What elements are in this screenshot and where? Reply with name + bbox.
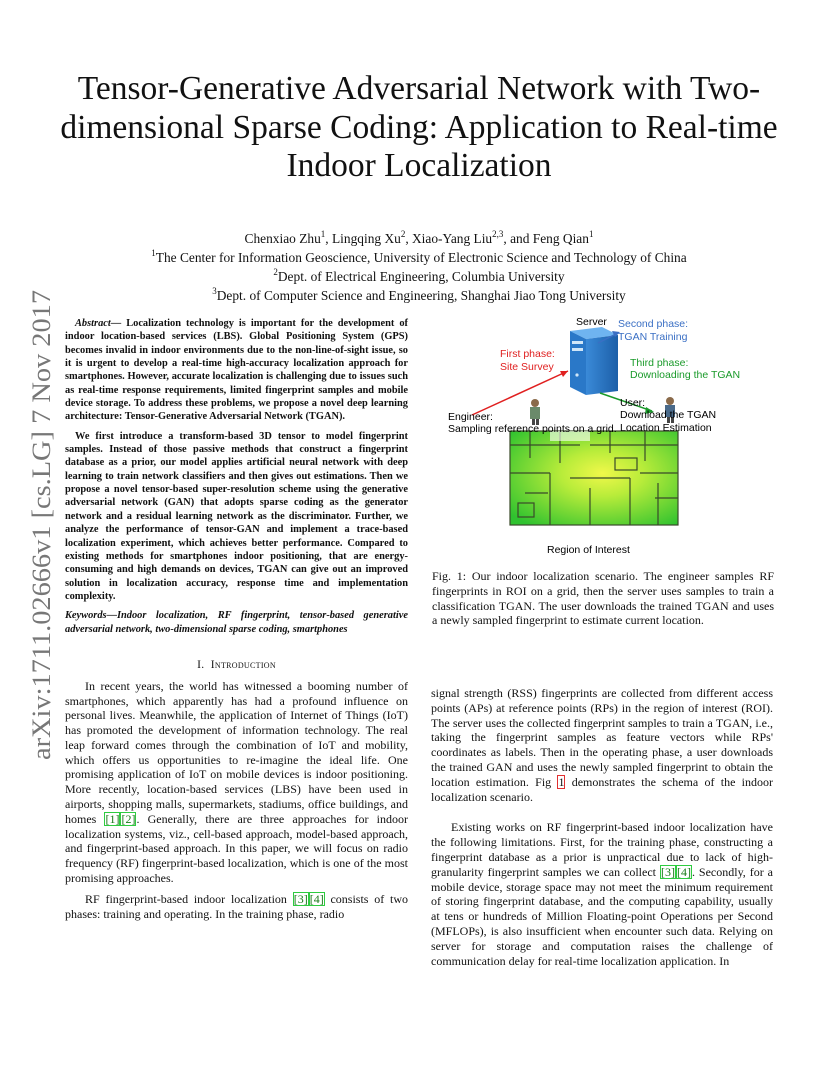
- body-text: RF fingerprint-based indoor localization: [85, 891, 293, 906]
- author-name: Lingqing Xu: [332, 231, 401, 246]
- site-survey-label: Site Survey: [500, 361, 554, 373]
- location-estimation-label: Location Estimation: [620, 422, 712, 434]
- citation-link[interactable]: [2]: [121, 811, 136, 826]
- paper-title: Tensor-Generative Adversarial Network with Two-dimensional Sparse Coding: Application to Real-time Indoor Localization: [60, 70, 778, 184]
- server-label: Server: [576, 316, 607, 328]
- arxiv-stamp-text: arXiv:1711.02666v1 [cs.LG] 7 Nov 2017: [26, 320, 56, 760]
- heatmap-floorplan: [510, 431, 678, 525]
- citation-link[interactable]: [4]: [309, 891, 324, 906]
- left-column: [65, 317, 408, 927]
- abstract-lead: Abstract: [75, 318, 111, 329]
- tgan-training-label: TGAN Training: [618, 331, 688, 343]
- author-sup: 2,3: [492, 228, 504, 239]
- engineer-label: Engineer:: [448, 411, 493, 423]
- body-text: . Generally, there are three approaches for indoor localization systems, viz., cell-based approach, model-based approach, and fingerprint-based approach. In this paper, we will focus on radio frequency (RF) fingerprint-based localization, which is one of the most promising approaches.: [65, 811, 408, 886]
- citation-link[interactable]: [1]: [105, 811, 120, 826]
- section-number: I.: [197, 658, 205, 671]
- keywords: Keywords—Indoor localization, RF fingerprint, tensor-based generative adversarial network, two-dimensional sparse coding, smartphones: [65, 610, 408, 635]
- body-text: In recent years, the world has witnessed a booming number of smartphones, which apparently has had a profound influence on personal lives. Meanwhile, the application of Internet of Things (IoT) has promoted the development of information technology. The real leap forward comes through the combination of IoT and mobility, which offers us opportunities to re-imagine the ideal life. One promising application of IoT on mobile devices is indoor positioning. More recently, location-based services (LBS) have been used in airports, shopping malls, supermarkets, stadiums, office buildings, and homes: [65, 678, 408, 826]
- body-text: Existing works on RF fingerprint-based indoor localization have the following limitations. First, for the training phase, constructing a fingerprint database as a prior is unpractical due to lack of high-granularity fingerprint samples we can collect: [431, 820, 773, 879]
- body-text: signal strength (RSS) fingerprints are collected from different access points (APs) at reference points (RPs) in the region of interest (ROI). The server uses the collected fingerprint samples to train a TGAN, i.e., taking the fingerprint samples as feature vectors while RPs' coordinates as labels. Then in the operating phase, a user downloads the trained GAN and uses the newly sampled fingerprint to obtain the location estimation. Fig: [431, 686, 773, 789]
- affiliation: [60, 248, 778, 267]
- affiliation-sup: 2: [273, 266, 278, 277]
- abstract-paragraph: [65, 430, 408, 603]
- author-name: Xiao-Yang Liu: [412, 231, 493, 246]
- engineer-icon: [530, 399, 540, 425]
- citation-link[interactable]: [3]: [660, 864, 675, 879]
- citation-link[interactable]: [3]: [293, 891, 308, 906]
- abstract-paragraph: Abstract— Localization technology is important for the development of indoor location-based services (LBS). Global Positioning System (GPS) becomes invalid in indoor environments due to the non-line-of-sight issue, so it is urgent to develop a real-time high-accuracy localization approach for smartphones. However, accurate localization is challenging due to issues such as real-time response requirements, limited fingerprint samples and mobile device storage. To address these problems, we propose a novel deep learning architecture: Tensor-Generative Adversarial Network (TGAN).: [65, 318, 408, 423]
- body-paragraph: [431, 820, 773, 968]
- affiliation-text: The Center for Information Geoscience, University of Electronic Science and Technology of China: [155, 250, 687, 265]
- citation-link[interactable]: [4]: [676, 864, 691, 879]
- affiliation-text: Dept. of Electrical Engineering, Columbia University: [277, 269, 565, 284]
- roi-label: Region of Interest: [547, 544, 630, 556]
- body-paragraph: [431, 686, 773, 804]
- affiliation: [60, 286, 778, 305]
- figure-caption: Fig. 1: Our indoor localization scenario. The engineer samples RF fingerprints in ROI on a grid, then the server uses samples to train a classification TGAN. The user downloads the trained TGAN and uses a newly sampled fingerprint to estimate current location.: [432, 569, 774, 628]
- second-phase-label: Second phase:: [618, 318, 689, 330]
- affiliation: [60, 267, 778, 286]
- body-text: . Secondly, for a mobile device, storage space may not meet the minimum requirement of storing fingerprint database, and the computing capability, usually at tens or hundreds of Million Floating-point Operations per Second (MFLOPs), is also insufficient when encounter such data. Relying on server for storage and computation raises the challenge of communication delay for real-time localization application. In: [431, 864, 774, 968]
- figure-link[interactable]: 1: [558, 774, 565, 789]
- downloading-label: Downloading the TGAN: [630, 369, 741, 381]
- author-sup: 2: [400, 228, 406, 239]
- author-sup: 1: [320, 228, 326, 239]
- section-heading: [65, 658, 408, 673]
- body-paragraph: [65, 892, 408, 922]
- first-phase-label: First phase:: [500, 348, 555, 360]
- affiliation-text: Dept. of Computer Science and Engineering, Shanghai Jiao Tong University: [216, 288, 626, 303]
- author-name: Chenxiao Zhu: [244, 231, 321, 246]
- arxiv-stamp: [6, 290, 66, 760]
- author-sup: 1: [588, 228, 594, 239]
- affiliation-sup: 3: [212, 285, 217, 296]
- body-text: consists of two phases: training and operating. In the training phase, radio: [65, 891, 409, 921]
- body-text: demonstrates the schema of the indoor localization scenario.: [431, 774, 773, 804]
- author-names: Chenxiao Zhu$^1$, Lingqing Xu$^2$, Xiao-Yang Liu$^{2,3}$, and Feng Qian$^1$: [244, 228, 594, 246]
- sampling-label: Sampling reference points on a grid.: [448, 423, 617, 435]
- affiliation-sup: 1: [151, 247, 156, 258]
- third-phase-label: Third phase:: [630, 357, 689, 369]
- body-paragraph: [65, 679, 408, 886]
- section-title: Introduction: [210, 658, 276, 671]
- abstract-text: We first introduce a transform-based 3D tensor to model fingerprint samples. Instead of those passive methods that construct a fingerprint database as a prior, our model applies artificial neural network with deep learning to train network classifiers and then gives out estimations. Then we propose a novel tensor-based super-resolution scheme using the generative adversarial network (GAN) that adopts sparse coding as the generator network and a residual learning network as the discriminator. Further, we analyze the performance of tensor-GAN and implement a trace-based localization experiment, which achieves better performance. Compared to existing methods for smartphones indoor positioning, that are energy-consuming and high demands on devices, TGAN can give out an improved solution in localization accuracy, response time and implementation complexity.: [65, 430, 408, 602]
- figure-1: [430, 313, 775, 563]
- author-name: Feng Qian: [532, 231, 589, 246]
- author-block: [60, 229, 778, 305]
- download-tgan-label: Download the TGAN: [620, 409, 717, 421]
- right-column: [431, 686, 773, 974]
- user-label: User:: [620, 397, 646, 409]
- abstract-text: Localization technology is important for the development of indoor location-based services (LBS). Global Positioning System (GPS) becomes invalid in indoor environments due to the non-line-of-sight issue, so it is urgent to develop a real-time high-accuracy localization approach for smartphones. However, accurate localization is challenging due to issues such as real-time response requirements, limited fingerprint samples and mobile device storage. To address these problems, we propose a novel deep learning architecture: Tensor-Generative Adversarial Network (TGAN).: [65, 318, 408, 423]
